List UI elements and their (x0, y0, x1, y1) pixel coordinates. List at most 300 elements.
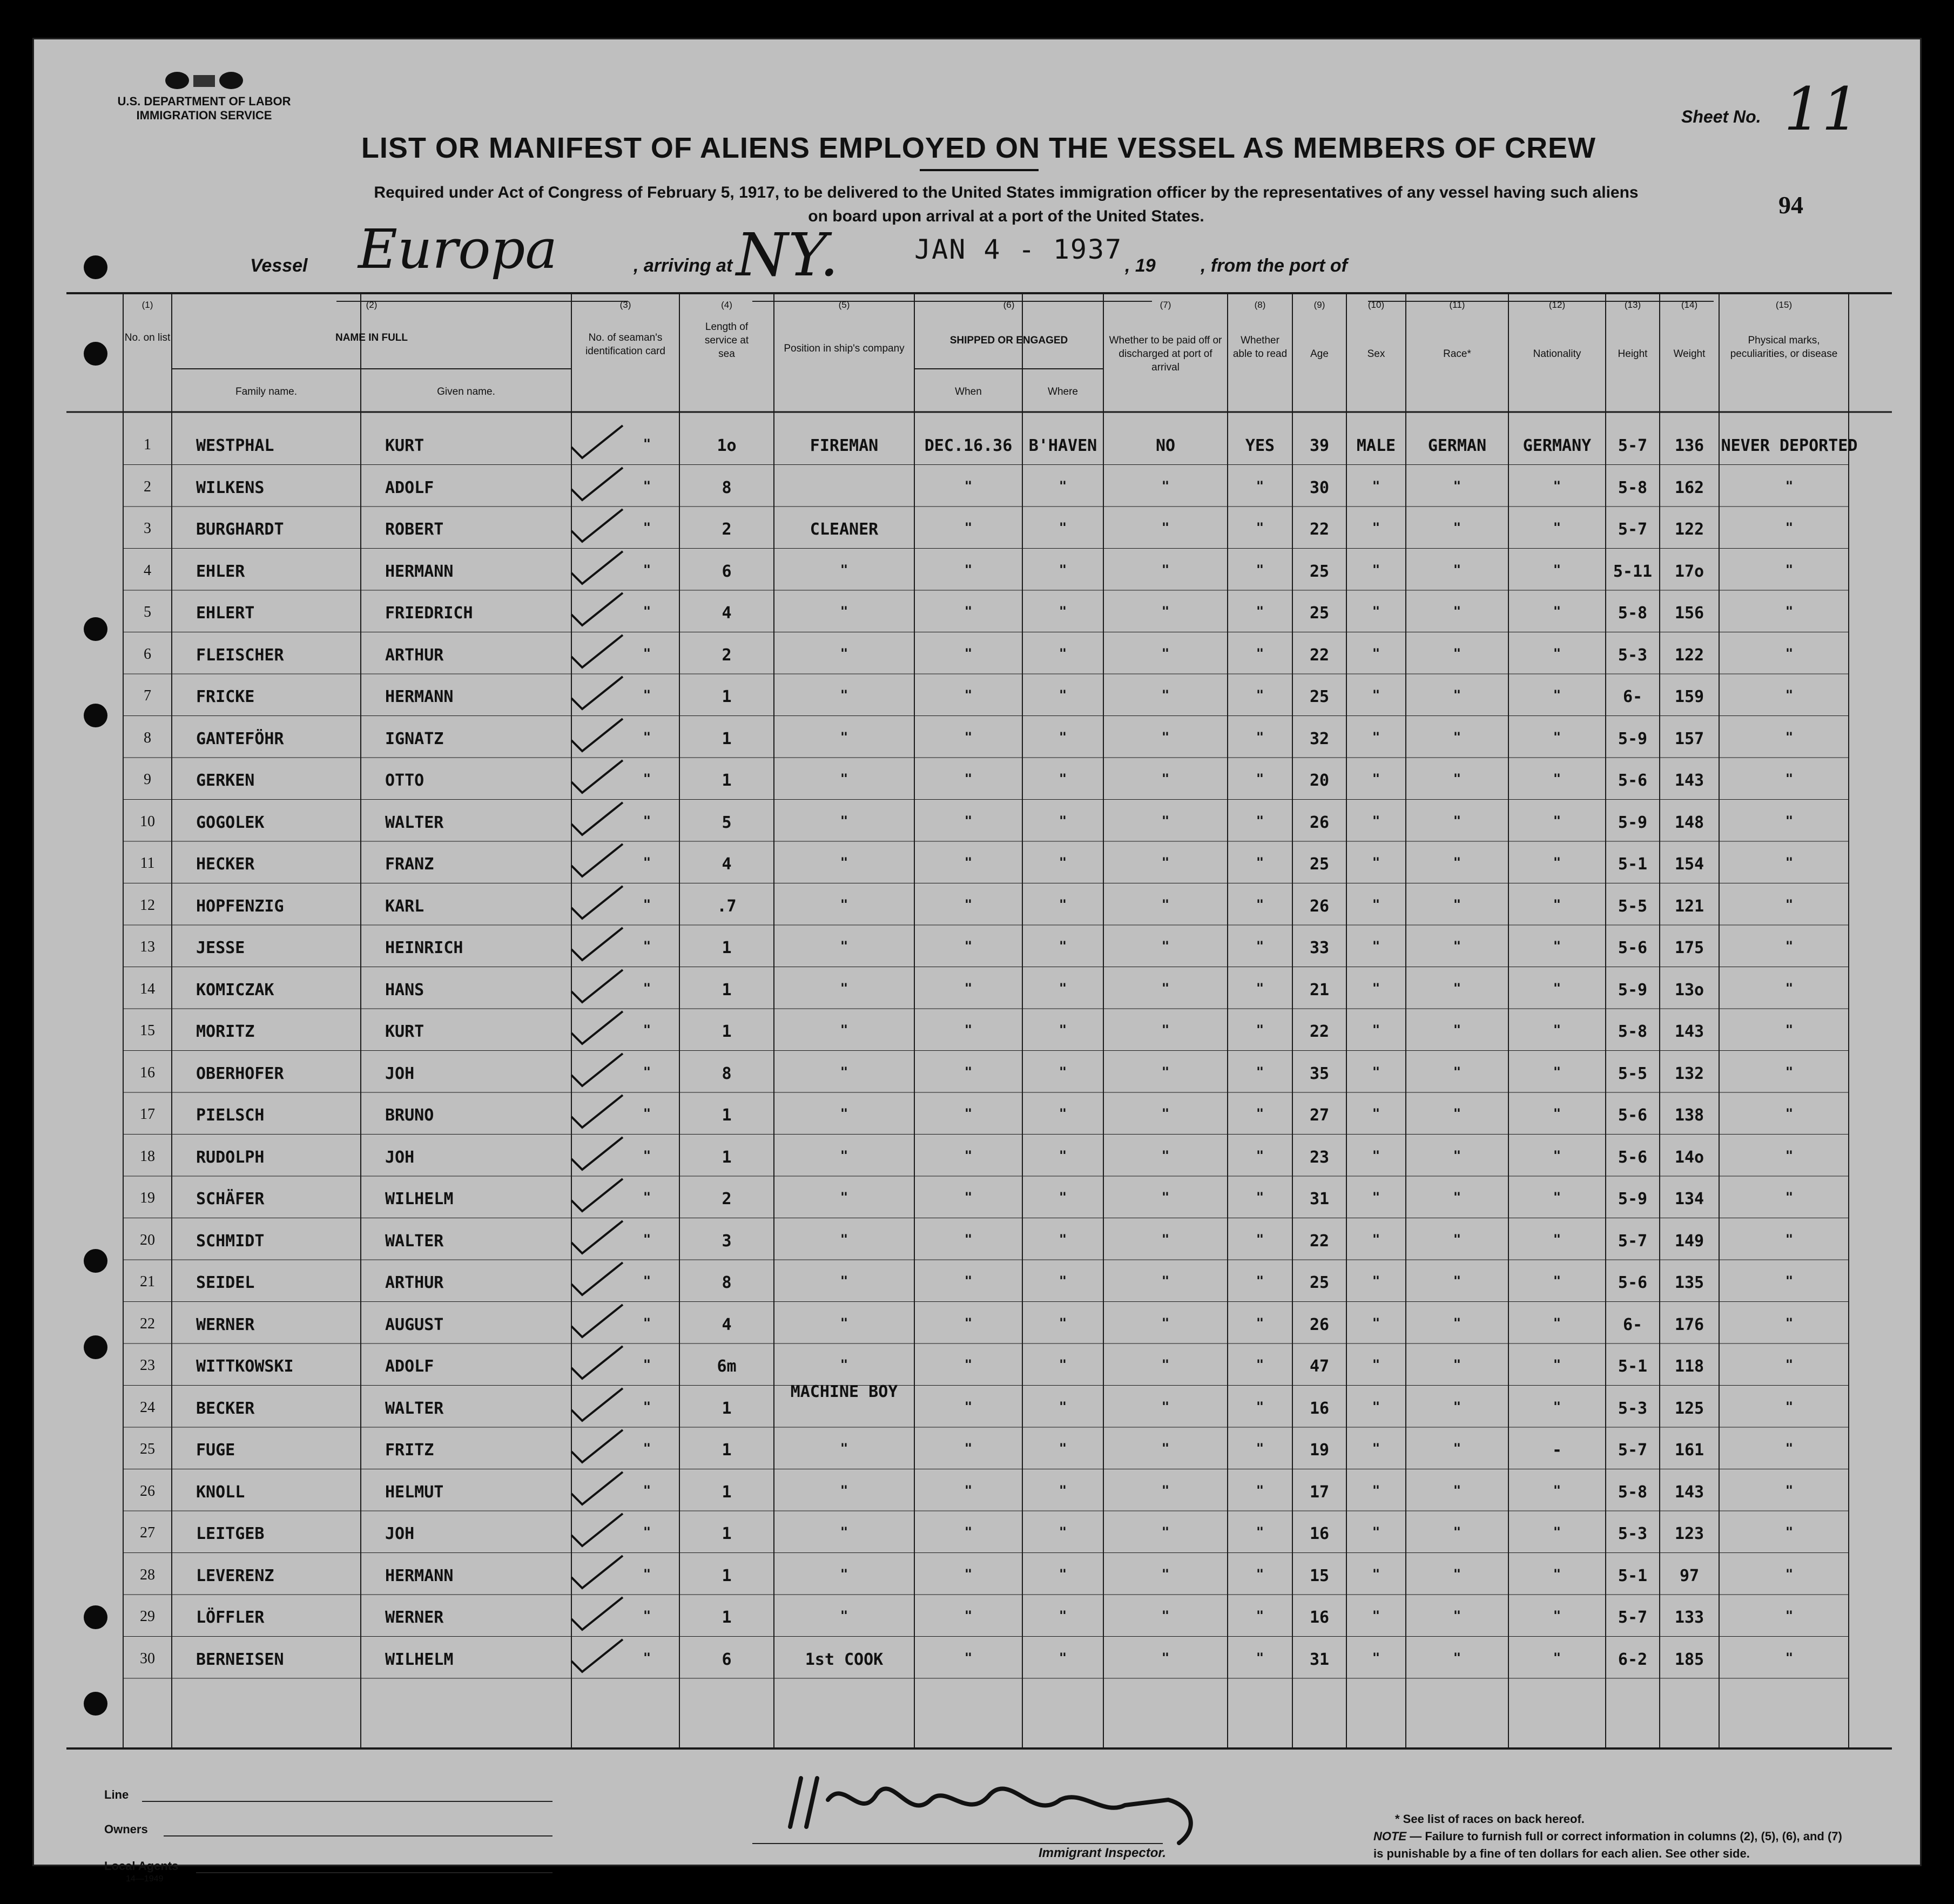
cell-when: " (964, 478, 973, 494)
owners-fill-line (164, 1835, 552, 1837)
cell-given: WERNER (385, 1608, 444, 1627)
cell-weight: 134 (1674, 1190, 1704, 1208)
cell-race: " (1453, 1524, 1461, 1540)
cell-paid: " (1161, 1482, 1170, 1498)
cell-family: LEITGEB (196, 1524, 265, 1543)
cell-height: 5-7 (1618, 1608, 1648, 1627)
cell-height: 6-2 (1618, 1650, 1648, 1669)
cell-service: 4 (722, 855, 732, 874)
cell-race: " (1453, 478, 1461, 494)
cell-given: ADOLF (385, 1357, 434, 1376)
column-number: (10) (1367, 300, 1385, 310)
checkmark-icon (569, 1051, 628, 1089)
cell-card: " (643, 1190, 651, 1205)
cell-card: " (643, 729, 651, 745)
cell-read: " (1256, 520, 1264, 535)
cell-when: " (964, 1357, 973, 1372)
cell-no: 27 (140, 1524, 155, 1541)
cell-nationality: " (1553, 687, 1561, 703)
cell-weight: 118 (1674, 1357, 1704, 1376)
cell-marks: " (1785, 562, 1794, 577)
cell-nationality: " (1553, 1064, 1561, 1079)
checkmark-icon (569, 632, 628, 670)
cell-nationality: " (1553, 1357, 1561, 1372)
cell-marks: " (1785, 478, 1794, 494)
cell-service: .7 (717, 896, 737, 916)
cell-read: " (1256, 1064, 1264, 1079)
cell-service: 6 (722, 1650, 732, 1669)
cell-position: " (840, 687, 848, 703)
cell-no: 25 (140, 1441, 155, 1457)
cell-sex: " (1372, 980, 1380, 996)
cell-paid: " (1161, 1064, 1170, 1079)
cell-marks: " (1785, 855, 1794, 870)
column-number: (4) (721, 300, 732, 310)
cell-no: 10 (140, 813, 155, 830)
cell-read: " (1256, 1315, 1264, 1331)
cell-marks: " (1785, 520, 1794, 535)
cell-where: " (1059, 939, 1067, 954)
cell-nationality: " (1553, 520, 1561, 535)
cell-paid: " (1161, 896, 1170, 912)
cell-service: 8 (722, 1273, 732, 1292)
cell-position: " (840, 1064, 848, 1079)
cell-family: SCHÄFER (196, 1190, 265, 1208)
cell-given: WILHELM (385, 1650, 454, 1669)
cell-paid: " (1161, 1650, 1170, 1665)
cell-where: " (1059, 562, 1067, 577)
cell-age: 27 (1309, 1106, 1330, 1125)
cell-weight: 143 (1674, 1022, 1704, 1041)
cell-where: " (1059, 813, 1067, 828)
cell-nationality: GERMANY (1522, 436, 1592, 455)
arriving-label: , arriving at (634, 255, 733, 276)
cell-nationality: " (1553, 729, 1561, 745)
cell-paid: " (1161, 604, 1170, 619)
cell-when: " (964, 1190, 973, 1205)
cell-marks: " (1785, 1315, 1794, 1331)
cell-marks: " (1785, 813, 1794, 828)
cell-service: 2 (722, 645, 732, 665)
cell-marks: " (1785, 896, 1794, 912)
cell-weight: 159 (1674, 687, 1704, 706)
cell-when: " (964, 939, 973, 954)
cell-when: " (964, 1273, 973, 1288)
cell-paid: " (1161, 1231, 1170, 1247)
cell-sex: " (1372, 520, 1380, 535)
cell-sex: " (1372, 645, 1380, 661)
cell-race: " (1453, 687, 1461, 703)
cell-age: 25 (1309, 562, 1330, 581)
cell-race: " (1453, 1231, 1461, 1247)
cell-where: " (1059, 980, 1067, 996)
cell-no: 11 (140, 855, 155, 872)
cell-no: 24 (140, 1399, 155, 1416)
cell-sex: " (1372, 687, 1380, 703)
line-label: Line (104, 1788, 129, 1801)
cell-paid: " (1161, 729, 1170, 745)
column-number: (6) (1003, 300, 1015, 310)
cell-race: " (1453, 1273, 1461, 1288)
note-text: — Failure to furnish full or correct information in columns (2), (5), (6), and (7) is punishable by a fine of ten dollars for each alien. See other side. (1373, 1829, 1842, 1860)
cell-read: " (1256, 771, 1264, 786)
cell-no: 14 (140, 980, 155, 997)
cell-no: 18 (140, 1147, 155, 1165)
cell-weight: 157 (1674, 729, 1704, 748)
cell-family: BERNEISEN (196, 1650, 284, 1669)
cell-sex: " (1372, 1650, 1380, 1665)
cell-weight: 185 (1674, 1650, 1704, 1669)
cell-age: 22 (1309, 1022, 1330, 1041)
cell-given: WALTER (385, 1231, 444, 1251)
cell-weight: 161 (1674, 1441, 1704, 1460)
cell-no: 16 (140, 1064, 155, 1081)
cell-race: " (1453, 855, 1461, 870)
cell-position: " (840, 1482, 848, 1498)
cell-no: 6 (144, 645, 151, 663)
cell-position: " (840, 1231, 848, 1247)
checkmark-icon (569, 674, 628, 712)
checkmark-icon (569, 1092, 628, 1130)
cell-height: 5-8 (1618, 604, 1648, 623)
cell-where: " (1059, 1566, 1067, 1582)
cell-weight: 176 (1674, 1315, 1704, 1334)
cell-where: " (1059, 729, 1067, 745)
cell-service: 1 (722, 1608, 732, 1627)
cell-where: " (1059, 1064, 1067, 1079)
cell-read: " (1256, 729, 1264, 745)
cell-card: " (643, 1650, 651, 1665)
cell-marks: " (1785, 687, 1794, 703)
cell-age: 26 (1309, 813, 1330, 832)
cell-no: 22 (140, 1315, 155, 1332)
cell-sex: " (1372, 562, 1380, 577)
checkmark-icon (569, 841, 628, 879)
column-header-weight: Weight (1673, 348, 1706, 360)
column-number: (14) (1681, 300, 1698, 310)
cell-family: OBERHOFER (196, 1064, 284, 1083)
cell-race: " (1453, 813, 1461, 828)
cell-card: " (643, 855, 651, 870)
cell-nationality: " (1553, 1273, 1561, 1288)
agents-fill-line (196, 1872, 552, 1873)
cell-service: 8 (722, 1064, 732, 1083)
cell-height: 5-7 (1618, 436, 1648, 455)
cell-nationality: " (1553, 1650, 1561, 1665)
cell-paid: " (1161, 562, 1170, 577)
cell-age: 15 (1309, 1566, 1330, 1585)
cell-weight: 121 (1674, 896, 1704, 916)
cell-read: " (1256, 1106, 1264, 1121)
cell-age: 31 (1309, 1190, 1330, 1208)
cell-nationality: " (1553, 1190, 1561, 1205)
cell-height: 5-6 (1618, 1106, 1648, 1125)
cell-paid: " (1161, 1399, 1170, 1414)
cell-where: " (1059, 1315, 1067, 1331)
cell-age: 25 (1309, 687, 1330, 706)
cell-read: " (1256, 980, 1264, 996)
cell-card: " (643, 1064, 651, 1079)
cell-sex: MALE (1356, 436, 1396, 455)
cell-sex: " (1372, 604, 1380, 619)
cell-height: 5-6 (1618, 939, 1648, 957)
cell-sex: " (1372, 855, 1380, 870)
cell-given: BRUNO (385, 1106, 434, 1125)
cell-position: " (840, 729, 848, 745)
cell-given: ROBERT (385, 520, 444, 539)
cell-where: " (1059, 1399, 1067, 1414)
cell-age: 19 (1309, 1441, 1330, 1460)
cell-weight: 143 (1674, 771, 1704, 790)
cell-paid: " (1161, 813, 1170, 828)
cell-sex: " (1372, 1106, 1380, 1121)
cell-service: 1 (722, 980, 732, 1000)
cell-weight: 156 (1674, 604, 1704, 623)
cell-race: " (1453, 1022, 1461, 1037)
department-name: U.S. DEPARTMENT OF LABOR (117, 94, 291, 108)
inspector-signature (779, 1757, 1222, 1854)
cell-nationality: " (1553, 896, 1561, 912)
sheet-number-label: Sheet No. (1681, 107, 1761, 126)
cell-when: " (964, 1231, 973, 1247)
cell-position: " (840, 939, 848, 954)
cell-sex: " (1372, 1273, 1380, 1288)
cell-nationality: " (1553, 1315, 1561, 1331)
service-name: IMMIGRATION SERVICE (136, 109, 272, 122)
cell-family: HOPFENZIG (196, 896, 284, 916)
column-header-name: NAME IN FULL (335, 332, 408, 343)
cell-race: " (1453, 939, 1461, 954)
cell-weight: 97 (1679, 1566, 1700, 1585)
cell-sex: " (1372, 1608, 1380, 1623)
cell-position: " (840, 771, 848, 786)
cell-when: " (964, 1608, 973, 1623)
cell-weight: 148 (1674, 813, 1704, 832)
cell-where: " (1059, 478, 1067, 494)
cell-age: 17 (1309, 1482, 1330, 1502)
cell-service: 1o (717, 436, 737, 455)
cell-when: " (964, 1064, 973, 1079)
cell-service: 4 (722, 604, 732, 623)
cell-age: 22 (1309, 645, 1330, 665)
checkmark-icon (569, 883, 628, 921)
cell-nationality: " (1553, 478, 1561, 494)
vessel-name: Europa (358, 218, 558, 281)
cell-card: " (643, 1482, 651, 1498)
cell-sex: " (1372, 1231, 1380, 1247)
column-header-position: Position in ship's company (784, 343, 905, 354)
cell-paid: " (1161, 771, 1170, 786)
cell-height: 5-1 (1618, 1566, 1648, 1585)
cell-given: FRITZ (385, 1441, 434, 1460)
cell-card: " (643, 1357, 651, 1372)
checkmark-icon (569, 1135, 628, 1172)
cell-service: 6m (717, 1357, 737, 1376)
cell-weight: 136 (1674, 436, 1704, 455)
cell-nationality: " (1553, 1566, 1561, 1582)
cell-weight: 123 (1674, 1524, 1704, 1543)
cell-age: 23 (1309, 1147, 1330, 1167)
cell-paid: " (1161, 645, 1170, 661)
cell-given: HANS (385, 980, 425, 1000)
cell-service: 1 (722, 1022, 732, 1041)
cell-read: " (1256, 1399, 1264, 1414)
cell-paid: " (1161, 1190, 1170, 1205)
form-title: LIST OR MANIFEST OF ALIENS EMPLOYED ON THE VESSEL AS MEMBERS OF CREW (361, 132, 1596, 164)
cell-where: " (1059, 1357, 1067, 1372)
checkmark-icon (569, 1343, 628, 1381)
cell-read: " (1256, 1147, 1264, 1163)
checkmark-icon (569, 465, 628, 503)
cell-paid: NO (1155, 436, 1176, 455)
cell-nationality: " (1553, 645, 1561, 661)
cell-position: " (840, 604, 848, 619)
cell-card: " (643, 604, 651, 619)
cell-when: " (964, 1650, 973, 1665)
cell-no: 9 (144, 771, 151, 788)
signature-line (752, 1843, 1163, 1844)
column-header-given-name: Given name. (437, 386, 495, 397)
cell-paid: " (1161, 1608, 1170, 1623)
cell-age: 20 (1309, 771, 1330, 790)
cell-age: 31 (1309, 1650, 1330, 1669)
cell-family: KNOLL (196, 1482, 245, 1502)
cell-service: 1 (722, 687, 732, 706)
cell-paid: " (1161, 1357, 1170, 1372)
cell-race: " (1453, 604, 1461, 619)
checkmark-icon (569, 590, 628, 628)
cell-family: EHLERT (196, 604, 255, 623)
cell-service: 2 (722, 520, 732, 539)
cell-family: FUGE (196, 1441, 235, 1460)
arriving-port: NY. (736, 220, 839, 289)
footnote (1373, 1811, 1849, 1862)
cell-no: 1 (144, 436, 151, 453)
checkmark-icon (569, 1009, 628, 1046)
cell-position: " (840, 813, 848, 828)
cell-position: " (840, 1315, 848, 1331)
cell-position: " (840, 1022, 848, 1037)
column-number: (8) (1254, 300, 1266, 310)
cell-when: " (964, 771, 973, 786)
cell-where: " (1059, 1147, 1067, 1163)
cell-sex: " (1372, 1441, 1380, 1456)
cell-height: 5-3 (1618, 1524, 1648, 1543)
cell-age: 16 (1309, 1524, 1330, 1543)
column-header-where: Where (1048, 386, 1078, 397)
column-header-family-name: Family name. (235, 386, 298, 397)
cell-when: " (964, 1106, 973, 1121)
cell-height: 5-9 (1618, 980, 1648, 1000)
column-number: (11) (1449, 300, 1465, 310)
cell-height: 5-7 (1618, 520, 1648, 539)
cell-service: 1 (722, 1106, 732, 1125)
cell-family: KOMICZAK (196, 980, 274, 1000)
cell-card: " (643, 896, 651, 912)
cell-read: " (1256, 1357, 1264, 1372)
cell-race: " (1453, 645, 1461, 661)
cell-where: " (1059, 855, 1067, 870)
cell-read: " (1256, 813, 1264, 828)
cell-sex: " (1372, 478, 1380, 494)
cell-position: " (840, 1524, 848, 1540)
cell-position: " (840, 1357, 848, 1372)
cell-no: 26 (140, 1482, 155, 1500)
cell-age: 39 (1309, 436, 1330, 455)
cell-age: 22 (1309, 1231, 1330, 1251)
cell-age: 25 (1309, 1273, 1330, 1292)
cell-card: " (643, 520, 651, 535)
cell-given: FRIEDRICH (385, 604, 473, 623)
cell-position: " (840, 980, 848, 996)
cell-race: " (1453, 729, 1461, 745)
cell-no: 30 (140, 1650, 155, 1667)
checkmark-icon (569, 967, 628, 1005)
cell-height: 5-8 (1618, 1022, 1648, 1041)
vessel-label: Vessel (250, 255, 308, 276)
cell-marks: " (1785, 771, 1794, 786)
cell-family: FLEISCHER (196, 645, 284, 665)
cell-weight: 133 (1674, 1608, 1704, 1627)
cell-height: 5-8 (1618, 1482, 1648, 1502)
cell-paid: " (1161, 1147, 1170, 1163)
cell-where: " (1059, 1106, 1067, 1121)
cell-age: 26 (1309, 1315, 1330, 1334)
checkmark-icon (569, 1176, 628, 1214)
cell-given: OTTO (385, 771, 425, 790)
cell-no: 13 (140, 939, 155, 955)
cell-when: " (964, 1022, 973, 1037)
cell-age: 22 (1309, 520, 1330, 539)
cell-weight: 122 (1674, 645, 1704, 665)
cell-race: " (1453, 980, 1461, 996)
sheet-number: 11 (1784, 75, 1859, 144)
cell-when: DEC.16.36 (924, 436, 1013, 455)
cell-race: " (1453, 1315, 1461, 1331)
cell-when: " (964, 896, 973, 912)
cell-family: WERNER (196, 1315, 255, 1334)
cell-service: 2 (722, 1190, 732, 1208)
cell-when: " (964, 1482, 973, 1498)
cell-nationality: " (1553, 980, 1561, 996)
cell-nationality: " (1553, 1231, 1561, 1247)
cell-card: " (643, 562, 651, 577)
owners-label: Owners (104, 1822, 148, 1836)
cell-marks: " (1785, 1524, 1794, 1540)
column-header-sex: Sex (1367, 348, 1385, 360)
checkmark-icon (569, 1469, 628, 1507)
cell-family: WITTKOWSKI (196, 1357, 294, 1376)
cell-when: " (964, 1147, 973, 1163)
cell-marks: " (1785, 604, 1794, 619)
cell-read: " (1256, 645, 1264, 661)
cell-weight: 125 (1674, 1399, 1704, 1418)
cell-given: WALTER (385, 1399, 444, 1418)
cell-no: 3 (144, 520, 151, 537)
cell-height: 6- (1622, 687, 1643, 706)
cell-position: " (840, 1147, 848, 1163)
cell-where: " (1059, 771, 1067, 786)
cell-where: " (1059, 1482, 1067, 1498)
cell-when: " (964, 562, 973, 577)
cell-read: " (1256, 1482, 1264, 1498)
cell-nationality: " (1553, 1524, 1561, 1540)
local-agents-label: Local Agents (104, 1859, 179, 1873)
cell-age: 32 (1309, 729, 1330, 748)
cell-where: " (1059, 687, 1067, 703)
cell-family: GANTEFÖHR (196, 729, 284, 748)
cell-height: 5-6 (1618, 771, 1648, 790)
